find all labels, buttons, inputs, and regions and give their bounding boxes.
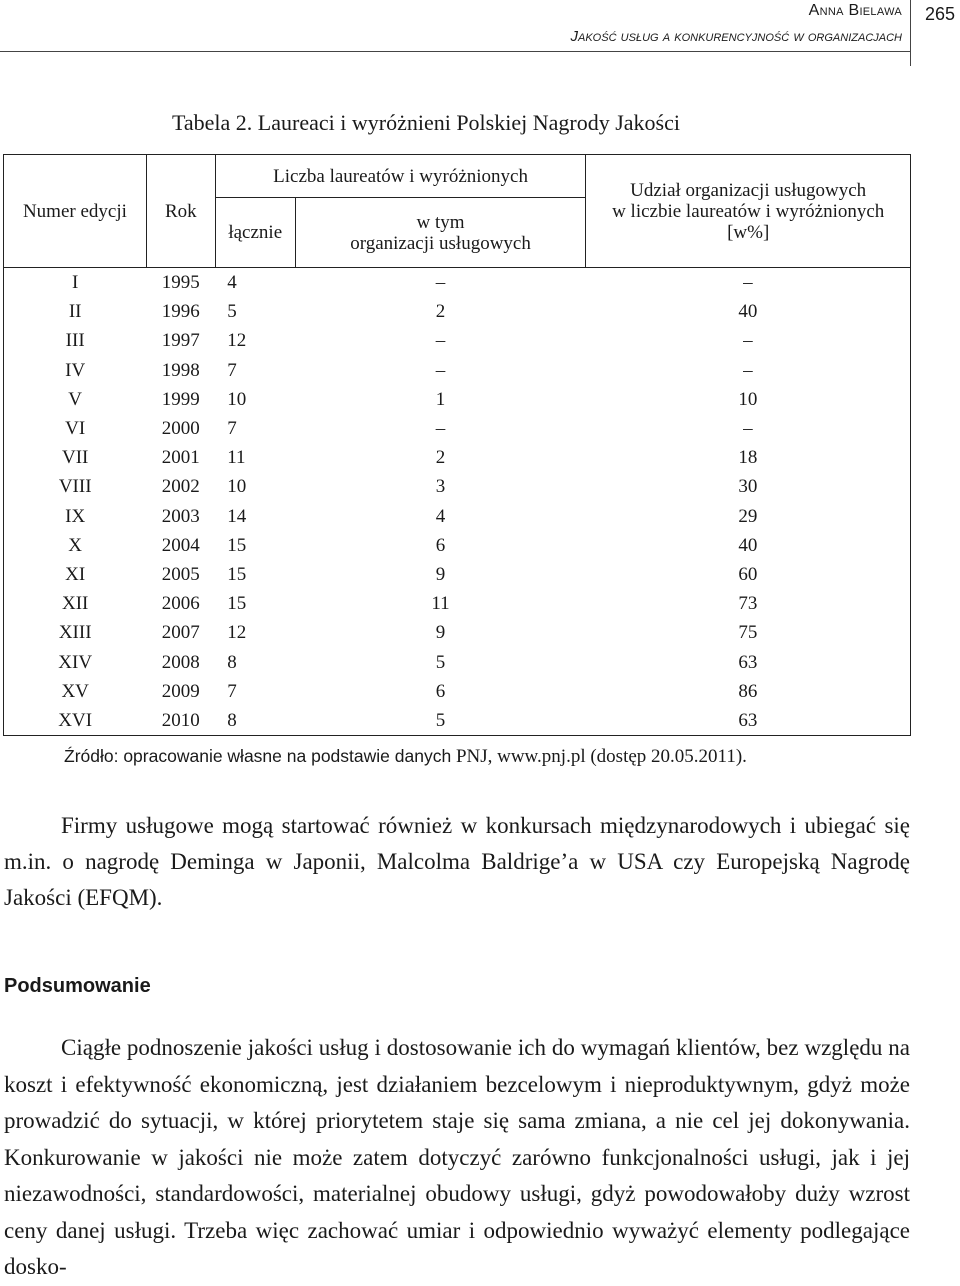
cell-edition: VIII (4, 472, 147, 501)
cell-year: 1998 (161, 359, 200, 381)
cell-share: 10 (586, 385, 911, 414)
cell-edition: XIII (4, 618, 147, 647)
page-number: 265 (925, 4, 956, 24)
table-row (4, 414, 911, 443)
header-share-line1: Udział organizacji usługowych (630, 179, 867, 201)
cell-year: 1995 (161, 272, 200, 293)
cell-edition: XVI (4, 706, 147, 736)
cell-year: 2001 (161, 447, 200, 469)
cell-year: 1996 (161, 301, 200, 323)
cell-year: 1999 (161, 388, 200, 410)
header-journal-title: Jakość usług a konkurencyjność w organizacjach (570, 28, 902, 45)
cell-share: 30 (586, 472, 911, 501)
cell-share: – (586, 414, 911, 443)
table-row (4, 531, 911, 560)
cell-year: 2003 (161, 505, 200, 527)
cell-total: 7 (227, 680, 237, 702)
header-share-line3: [w%] (727, 221, 770, 243)
header-count-group: Liczba laureatów i wyróżnionych (215, 155, 586, 198)
laureates-table (3, 154, 911, 736)
section-heading-summary: Podsumowanie (4, 975, 151, 997)
cell-edition: XIV (4, 648, 147, 677)
cell-year: 2009 (161, 680, 200, 702)
source-label: Źródło: opracowanie własne na podstawie danych (64, 746, 452, 766)
table-row (4, 648, 911, 677)
cell-year: 2010 (146, 706, 215, 736)
cell-share: 18 (586, 443, 911, 472)
cell-services: 9 (435, 622, 446, 644)
table-row (4, 385, 911, 414)
cell-share: 75 (586, 618, 911, 647)
table-row (4, 677, 911, 706)
header-divider (0, 51, 910, 52)
cell-share: – (586, 268, 911, 298)
cell-edition: IV (4, 356, 147, 385)
table-source-note (64, 746, 747, 768)
table-row (4, 268, 911, 298)
cell-share: 63 (586, 706, 911, 736)
cell-services: – (435, 330, 446, 352)
header-edition: Numer edycji (4, 155, 147, 268)
table-row (4, 618, 911, 647)
cell-services: – (435, 418, 446, 440)
cell-edition: IX (4, 502, 147, 531)
header-share (586, 155, 911, 268)
cell-total: 4 (227, 272, 237, 293)
table-row (4, 560, 911, 589)
cell-edition: XII (4, 589, 147, 618)
table-row (4, 502, 911, 531)
cell-total: 5 (227, 301, 237, 323)
table-row (4, 356, 911, 385)
header-share-line2: w liczbie laureatów i wyróżnionych (612, 200, 885, 222)
table-row (4, 443, 911, 472)
header-services-line2: organizacji usługowych (350, 232, 531, 254)
table-row (4, 297, 911, 326)
cell-edition: III (4, 326, 147, 355)
cell-edition: XI (4, 560, 147, 589)
table-row (4, 706, 911, 736)
cell-total: 12 (227, 622, 247, 644)
cell-services: 4 (435, 505, 446, 527)
cell-share: – (586, 326, 911, 355)
header-vertical-divider (910, 0, 911, 66)
header-year: Rok (146, 155, 215, 268)
cell-year: 2006 (161, 593, 200, 615)
cell-total: 10 (227, 476, 247, 498)
cell-year: 2004 (161, 534, 200, 556)
cell-edition: V (4, 385, 147, 414)
header-author: Anna Bielawa (808, 2, 902, 19)
cell-edition: II (4, 297, 147, 326)
cell-services: 1 (435, 388, 446, 410)
cell-services: 2 (435, 301, 446, 323)
cell-services: 5 (295, 706, 586, 736)
cell-total: 15 (227, 534, 247, 556)
cell-total: 7 (227, 359, 237, 381)
cell-year: 2007 (161, 622, 200, 644)
cell-services: 5 (435, 651, 446, 673)
cell-services: 6 (435, 680, 446, 702)
cell-share: 29 (586, 502, 911, 531)
cell-services: 2 (435, 447, 446, 469)
cell-share: 73 (586, 589, 911, 618)
cell-total: 14 (227, 505, 247, 527)
cell-share: 63 (586, 648, 911, 677)
table-row (4, 326, 911, 355)
cell-edition: VII (4, 443, 147, 472)
cell-year: 2000 (161, 418, 200, 440)
cell-services: 6 (435, 534, 446, 556)
cell-share: 40 (586, 297, 911, 326)
cell-share: 40 (586, 531, 911, 560)
cell-edition: X (4, 531, 147, 560)
table-caption: Tabela 2. Laureaci i wyróżnieni Polskiej Nagrody Jakości (172, 110, 680, 135)
cell-services: 3 (435, 476, 446, 498)
cell-year: 2005 (161, 564, 200, 586)
cell-total: 7 (227, 418, 237, 440)
cell-total: 12 (227, 330, 247, 352)
source-reference: PNJ, www.pnj.pl (dostęp 20.05.2011). (455, 746, 747, 767)
cell-services: – (435, 359, 446, 381)
header-services-line1: w tym (416, 211, 465, 233)
cell-edition: XV (4, 677, 147, 706)
cell-edition: VI (4, 414, 147, 443)
paragraph-international-awards: Firmy usługowe mogą startować również w konkursach międzynarodowych i ubiegać się m.in. o nagrodę Deminga w Japonii, Malcolma Baldrige’a w USA czy Europejską Nagrodę Jakości (EFQM). (4, 813, 910, 910)
cell-total: 8 (227, 651, 237, 673)
paragraph-summary: Ciągłe podnoszenie jakości usług i dostosowanie ich do wymagań klientów, bez względu na koszt i efektywność ekonomiczną, jest działaniem bezcelowym i nieproduktywnym, gdyż może prowadzić do sytuacji, w której priorytetem staje się sama zmiana, a nie cel jej dokonywania. Konkurowanie w jakości nie może zatem dotyczyć zarówno funkcjonalności usługi, jak i jej niezawodności, standardowości, materialnej obudowy usługi, gdyż powodowałoby duży wzrost ceny danej usługi. Trzeba więc zachować umiar i odpowiednio wyważyć elementy podlegające dosko- (4, 1035, 910, 1279)
cell-year: 2008 (161, 651, 200, 673)
cell-share: 86 (586, 677, 911, 706)
header-total: łącznie (215, 198, 295, 268)
cell-services: – (435, 272, 446, 293)
cell-share: – (586, 356, 911, 385)
cell-total: 11 (227, 447, 246, 469)
cell-total: 10 (227, 388, 247, 410)
cell-year: 1997 (161, 330, 200, 352)
cell-year: 2002 (161, 476, 200, 498)
table-row (4, 472, 911, 501)
cell-edition: I (4, 268, 147, 298)
cell-total: 8 (215, 706, 295, 736)
cell-services: 11 (431, 593, 450, 615)
header-services (295, 198, 586, 268)
cell-total: 15 (227, 593, 247, 615)
cell-services: 9 (435, 564, 446, 586)
cell-share: 60 (586, 560, 911, 589)
cell-total: 15 (227, 564, 247, 586)
table-row (4, 589, 911, 618)
